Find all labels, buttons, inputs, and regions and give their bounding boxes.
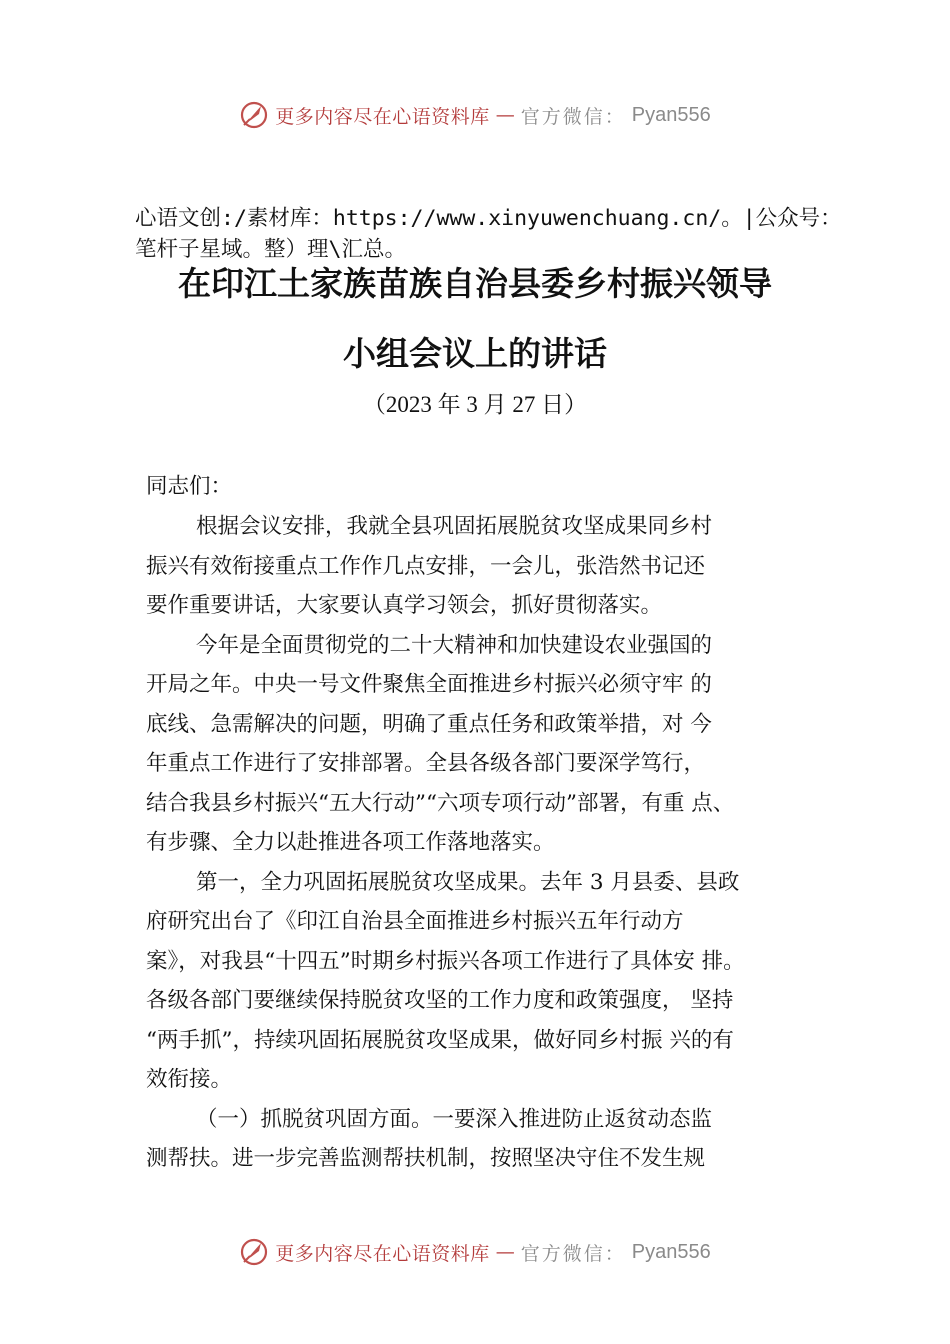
quill-logo-icon xyxy=(239,100,269,130)
brand-separator: — xyxy=(495,1241,515,1263)
wechat-id: Pyan556 xyxy=(631,103,711,126)
brand-separator: — xyxy=(495,104,515,126)
header-watermark xyxy=(0,95,950,135)
body-line: （一）抓脱贫巩固方面。一要深入推进防止返贫动态监 xyxy=(196,1106,713,1132)
body-line: 结合我县乡村振兴“五大行动”“六项专项行动”部署，有重 点、 xyxy=(146,790,735,816)
source-note: 心语文创:/素材库：https://www.xinyuwenchuang.cn/。|公众号：笔杆子星域。整）理\汇总。 xyxy=(135,206,842,262)
greeting-text: 同志们： xyxy=(146,474,233,499)
document-title-line-2: 小组会议上的讲话 xyxy=(343,334,607,373)
quill-logo-icon xyxy=(239,1237,269,1267)
footer-watermark xyxy=(0,1232,950,1272)
wechat-id: Pyan556 xyxy=(631,1240,711,1263)
body-line: 府研究出台了《印江自治县全面推进乡村振兴五年行动方 xyxy=(146,909,684,934)
brand-text: 更多内容尽在心语资料库 xyxy=(275,1242,490,1265)
body-line: 开局之年。中央一号文件聚焦全面推进乡村振兴必须守牢 的 xyxy=(146,672,712,697)
body-line: “两手抓”，持续巩固拓展脱贫攻坚成果，做好同乡村振 兴的有 xyxy=(146,1027,734,1053)
body-line: 年重点工作进行了安排部署。全县各级各部门要深学笃行， xyxy=(146,751,706,776)
body-line: 测帮扶。进一步完善监测帮扶机制，按照坚决守住不发生规 xyxy=(146,1146,706,1171)
body-line: 效衔接。 xyxy=(146,1067,233,1092)
body-line: 案》，对我县“十四五”时期乡村振兴各项工作进行了具体安 排。 xyxy=(146,948,745,974)
body-line: 各级各部门要继续保持脱贫攻坚的工作力度和政策强度， 坚持 xyxy=(146,988,734,1013)
document-date: （2023 年 3 月 27 日） xyxy=(362,392,588,417)
body-line: 今年是全面贯彻党的二十大精神和加快建设农业强国的 xyxy=(196,632,713,658)
body-line: 底线、急需解决的问题，明确了重点任务和政策举措，对 今 xyxy=(146,711,712,737)
body-line: 有步骤、全力以赴推进各项工作落地落实。 xyxy=(146,830,555,855)
wechat-label: 官方微信： xyxy=(520,105,626,128)
body-line: 根据会议安排，我就全县巩固拓展脱贫攻坚成果同乡村 xyxy=(196,514,713,539)
body-line: 第一，全力巩固拓展脱贫攻坚成果。去年 3 月县委、县政 xyxy=(196,869,740,895)
greeting xyxy=(146,467,846,507)
document-title-line-1: 在印江土家族苗族自治县委乡村振兴领导 xyxy=(178,264,772,303)
wechat-label: 官方微信： xyxy=(520,1242,626,1265)
document-body xyxy=(146,507,846,1179)
body-line: 要作重要讲话，大家要认真学习领会，抓好贯彻落实。 xyxy=(146,593,663,618)
body-line: 振兴有效衔接重点工作作几点安排，一会儿，张浩然书记还 xyxy=(146,553,706,579)
brand-text: 更多内容尽在心语资料库 xyxy=(275,105,490,128)
